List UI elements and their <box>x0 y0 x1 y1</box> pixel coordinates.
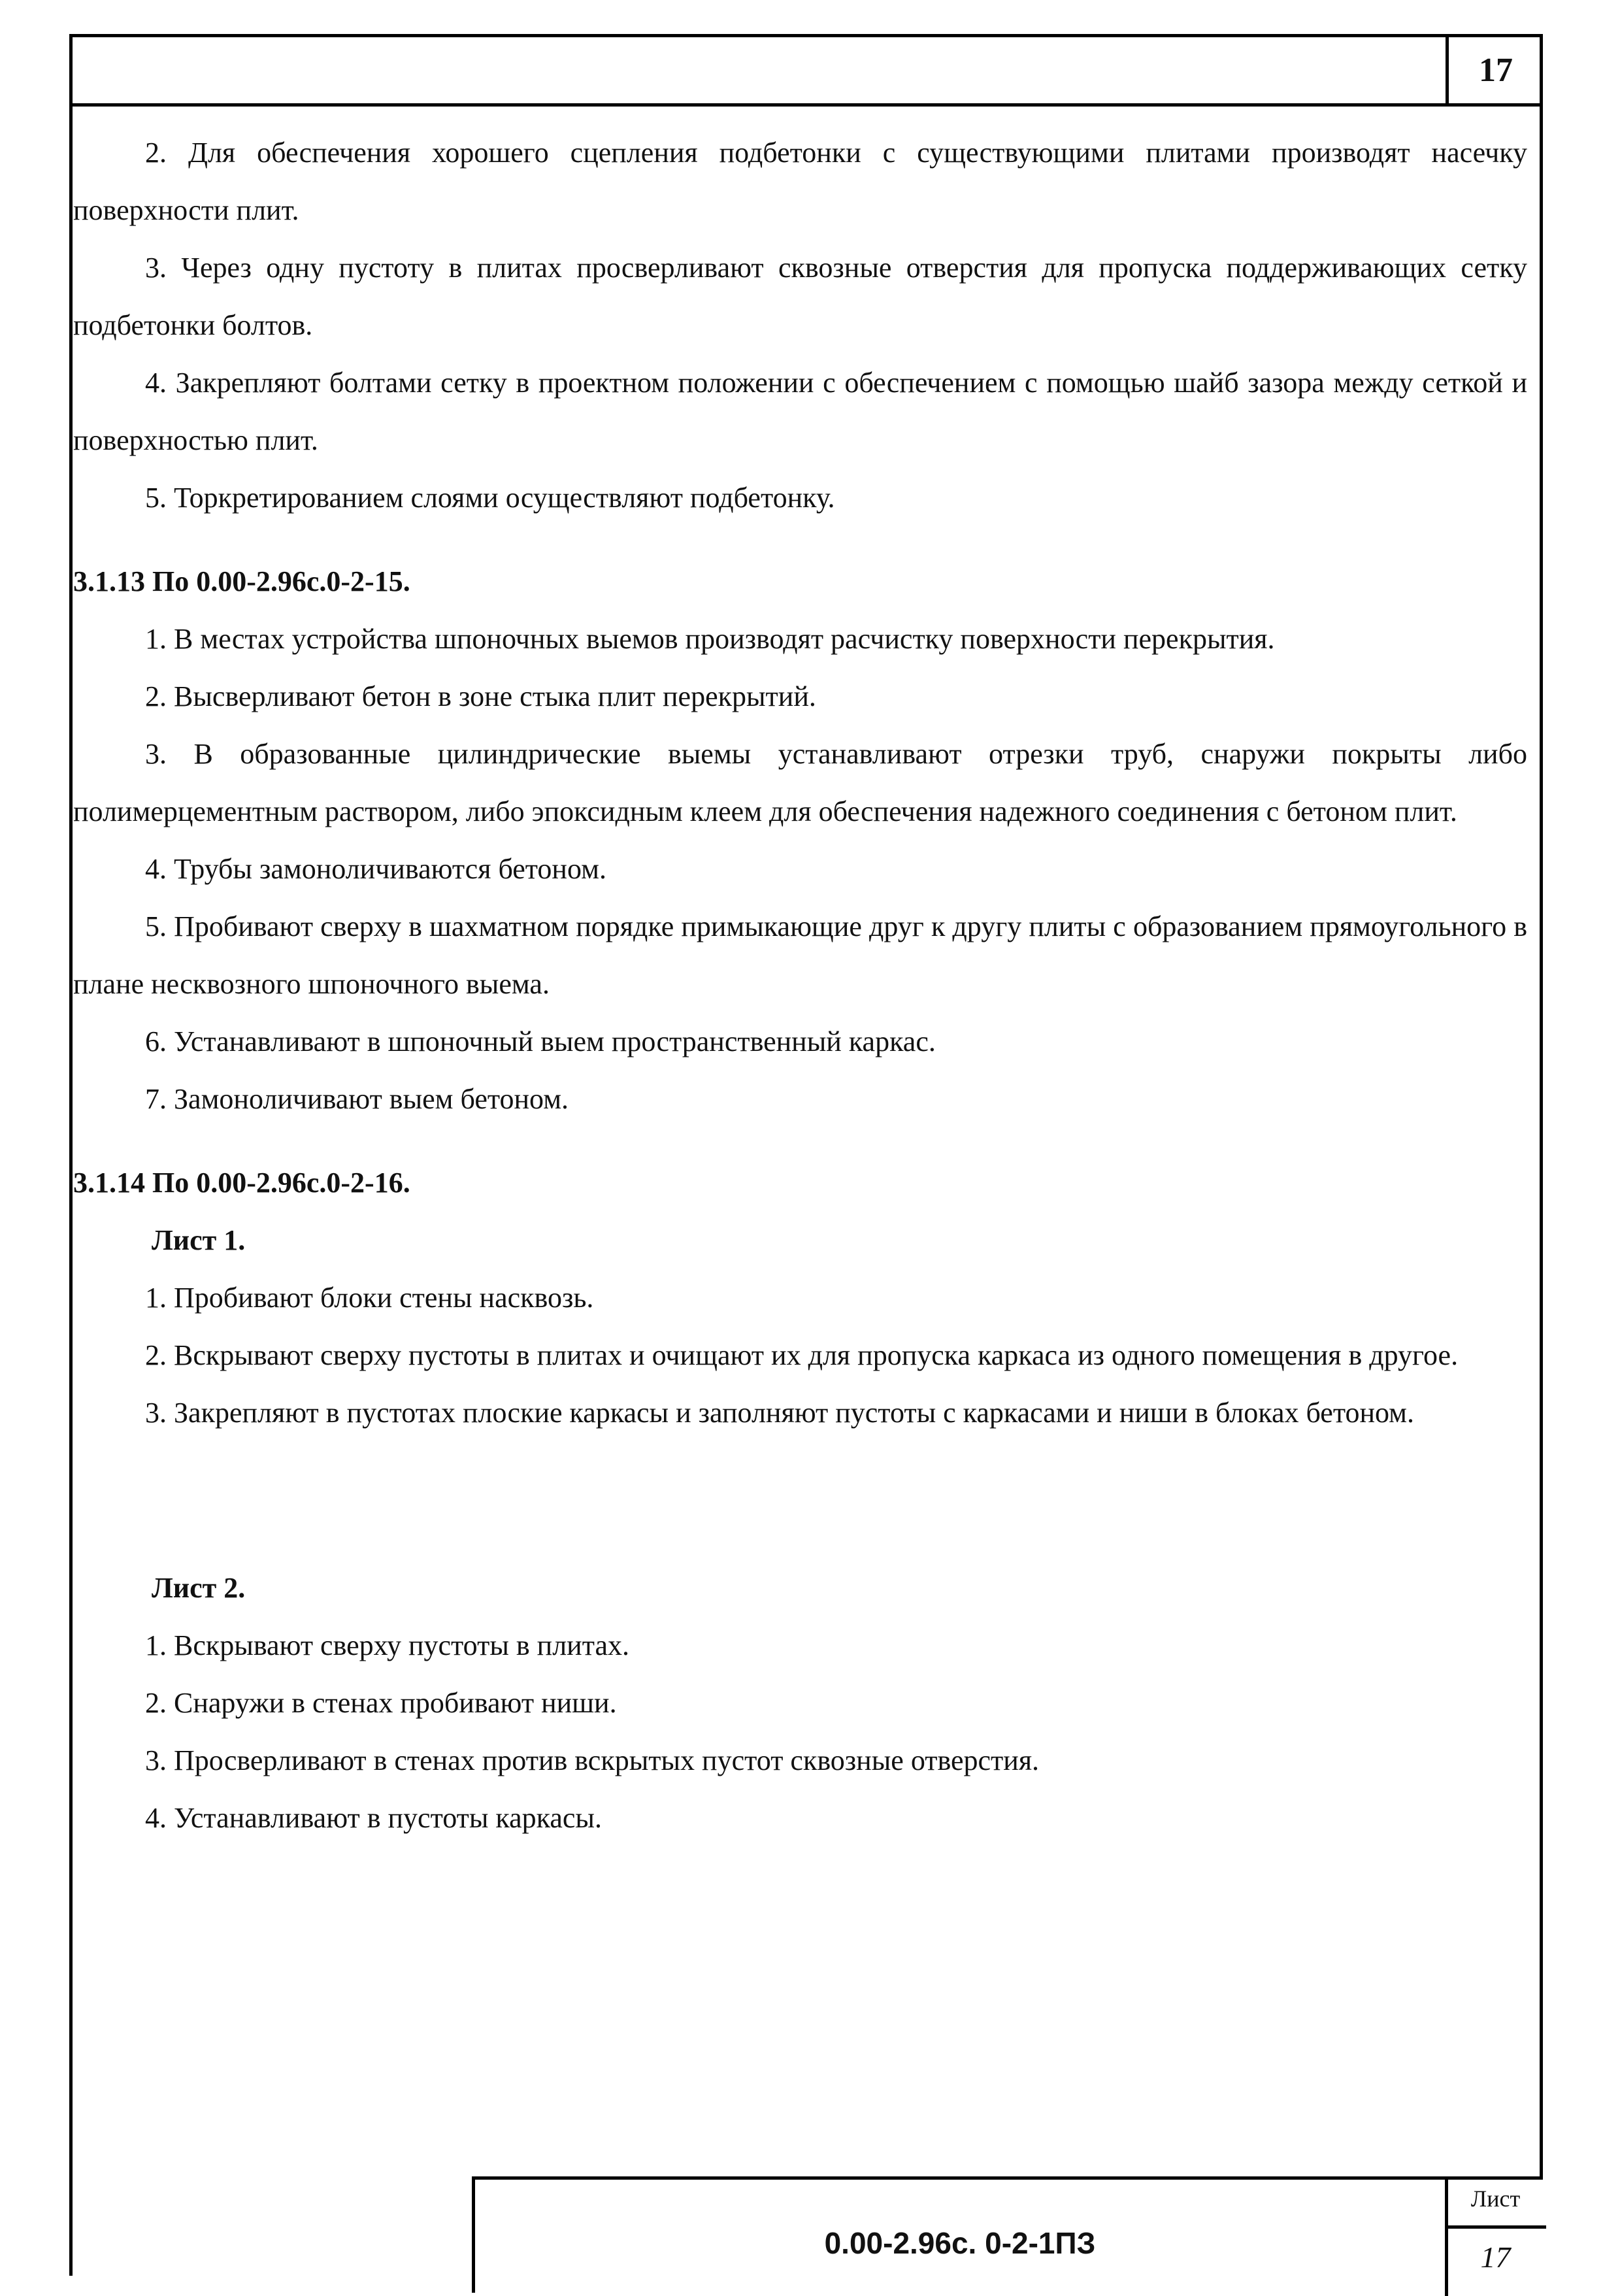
document-body <box>73 124 1527 1847</box>
paragraph: 7. Замоноличивают выем бетоном. <box>145 1083 569 1115</box>
paragraph: 2. Вскрывают сверху пустоты в плитах и очищают их для пропуска каркаса из одного помещения в другое. <box>145 1339 1459 1371</box>
paragraph: 6. Устанавливают в шпоночный выем пространственный каркас. <box>145 1025 936 1057</box>
paragraph: 1. Вскрывают сверху пустоты в плитах. <box>145 1629 630 1661</box>
paragraph: 5. Пробивают сверху в шахматном порядке примыкающие друг к другу плиты с образованием прямоугольного в плане несквозного шпоночного выема. <box>73 910 1527 1000</box>
paragraph: 4. Закрепляют болтами сетку в проектном положении с обеспечением с помощью шайб зазора между сеткой и поверхностью плит. <box>73 367 1527 456</box>
paragraph: 3. Закрепляют в пустотах плоские каркасы и заполняют пустоты с каркасами и ниши в блоках бетоном. <box>145 1397 1415 1429</box>
section-heading-3-1-13: 3.1.13 По 0.00-2.96с.0-2-15. <box>73 565 410 597</box>
paragraph: 5. Торкретированием слоями осуществляют подбетонку. <box>145 482 835 514</box>
paragraph: 2. Для обеспечения хорошего сцепления подбетонки с существующими плитами производят насечку поверхности плит. <box>73 137 1527 226</box>
sheet-subheading-1: Лист 1. <box>152 1224 246 1256</box>
frame-top-border <box>69 34 1543 37</box>
section-heading-3-1-14: 3.1.14 По 0.00-2.96с.0-2-16. <box>73 1167 410 1199</box>
frame-right-border <box>1540 34 1543 2178</box>
paragraph: 3. Через одну пустоту в плитах просверливают сквозные отверстия для пропуска поддерживающих сетку подбетонки болтов. <box>73 252 1527 341</box>
title-block-divider <box>1445 2225 1546 2229</box>
document-code: 0.00-2.96с. 0-2-1ПЗ <box>824 2226 1096 2260</box>
spacer <box>73 527 1527 553</box>
paragraph: 3. Просверливают в стенах против вскрытых пустот сквозные отверстия. <box>145 1744 1040 1776</box>
paragraph: 3. В образованные цилиндрические выемы устанавливают отрезки труб, снаружи покрыты либо полимерцементным раствором, либо эпоксидным клеем для обеспечения надежного соединения с бетоном плит. <box>73 738 1527 827</box>
spacer <box>73 1128 1527 1154</box>
header-rule <box>69 103 1543 107</box>
spacer <box>73 1442 1527 1559</box>
paragraph: 1. В местах устройства шпоночных выемов производят расчистку поверхности перекрытия. <box>145 623 1275 655</box>
paragraph: 4. Устанавливают в пустоты каркасы. <box>145 1802 602 1834</box>
sheet-number: 17 <box>1480 2240 1511 2274</box>
sheet-label: Лист <box>1470 2186 1521 2212</box>
page-number: 17 <box>1479 52 1513 89</box>
paragraph: 2. Снаружи в стенах пробивают ниши. <box>145 1687 617 1719</box>
paragraph: 1. Пробивают блоки стены насквозь. <box>145 1282 594 1314</box>
sheet-subheading-2: Лист 2. <box>152 1572 246 1604</box>
paragraph: 4. Трубы замоноличиваются бетоном. <box>145 853 606 885</box>
title-block <box>472 2176 1543 2293</box>
page-number-box <box>1446 34 1543 107</box>
frame-left-border <box>69 34 73 2276</box>
paragraph: 2. Высверливают бетон в зоне стыка плит перекрытий. <box>145 680 816 712</box>
